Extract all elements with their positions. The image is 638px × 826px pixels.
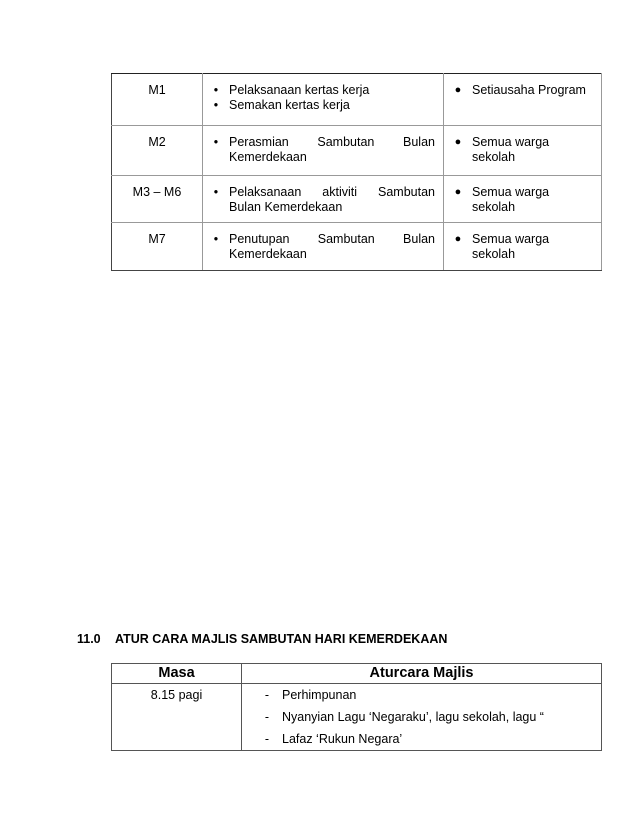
schedule-month: M3 – M6	[112, 176, 203, 223]
bullet-icon: •	[213, 185, 219, 199]
schedule-activities	[203, 223, 444, 271]
section-number: 11.0	[77, 632, 101, 646]
agenda-items	[242, 684, 602, 751]
agenda-item: - Nyanyian Lagu ‘Negaraku’, lagu sekolah, lagu “	[242, 706, 601, 728]
activity-item: • Penutupan Sambutan Bulan Kemerdekaan	[203, 232, 435, 262]
agenda-table	[111, 663, 602, 751]
schedule-responsible: ● Semua warga sekolah	[444, 176, 602, 223]
agenda-header-program: Aturcara Majlis	[242, 664, 602, 684]
agenda-item: - Lafaz ‘Rukun Negara’	[242, 728, 601, 750]
bullet-icon: ●	[454, 84, 462, 96]
schedule-row	[112, 176, 602, 223]
bullet-icon: •	[213, 135, 219, 149]
schedule-responsible: ● Semua warga sekolah	[444, 223, 602, 271]
schedule-month: M7	[112, 223, 203, 271]
agenda-row	[112, 684, 602, 751]
schedule-activities	[203, 176, 444, 223]
schedule-responsible: ● Setiausaha Program	[444, 74, 602, 126]
dash-icon: -	[264, 688, 270, 702]
bullet-icon: ●	[454, 186, 462, 198]
schedule-month: M1	[112, 74, 203, 126]
bullet-icon: ●	[454, 136, 462, 148]
dash-icon: -	[264, 710, 270, 724]
schedule-month: M2	[112, 126, 203, 176]
bullet-icon: •	[213, 83, 219, 97]
agenda-item: - Perhimpunan	[242, 684, 601, 706]
schedule-table	[111, 73, 602, 271]
activity-item: • Semakan kertas kerja	[203, 98, 435, 113]
section-heading	[77, 632, 447, 646]
agenda-time: 8.15 pagi	[112, 684, 242, 751]
schedule-row	[112, 126, 602, 176]
activity-item: • Pelaksanaan kertas kerja	[203, 83, 435, 98]
agenda-header-time: Masa	[112, 664, 242, 684]
bullet-icon: •	[213, 232, 219, 246]
bullet-icon: ●	[454, 233, 462, 245]
section-title: ATUR CARA MAJLIS SAMBUTAN HARI KEMERDEKAAN	[115, 632, 448, 646]
dash-icon: -	[264, 732, 270, 746]
agenda-header-row	[112, 664, 602, 684]
bullet-icon: •	[213, 98, 219, 112]
activity-item: • Perasmian Sambutan Bulan Kemerdekaan	[203, 135, 435, 165]
schedule-row	[112, 223, 602, 271]
activity-item: • Pelaksanaan aktiviti Sambutan Bulan Kemerdekaan	[203, 185, 435, 215]
schedule-activities	[203, 74, 444, 126]
schedule-row	[112, 74, 602, 126]
schedule-activities	[203, 126, 444, 176]
schedule-responsible: ● Semua warga sekolah	[444, 126, 602, 176]
